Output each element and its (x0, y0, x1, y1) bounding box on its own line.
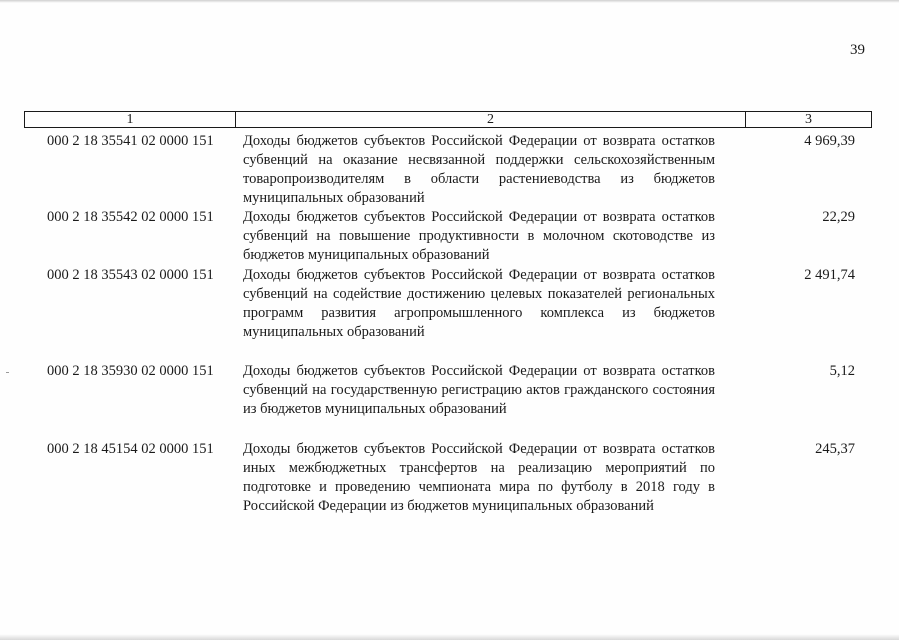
budget-code: 000 2 18 45154 02 0000 151 (47, 441, 214, 457)
scan-edge-bottom (0, 634, 899, 640)
column-header-3: 3 (746, 112, 872, 128)
revenue-description: Доходы бюджетов субъектов Российской Федерации от возврата остатков субвенций на оказание несвязанной поддержки сельскохозяйственным товаропроизводителям в области растениеводства из бюджетов муниципальных образований (243, 133, 715, 206)
column-header-table (24, 111, 872, 128)
column-header-row (25, 112, 872, 128)
amount: 4 969,39 (804, 133, 855, 149)
revenue-description: Доходы бюджетов субъектов Российской Федерации от возврата остатков иных межбюджетных трансфертов на реализацию мероприятий по подготовке и проведению чемпионата мира по футболу в 2018 году в Российской Федерации из бюджетов муниципальных образований (243, 441, 715, 514)
budget-code: 000 2 18 35542 02 0000 151 (47, 209, 214, 225)
revenue-description: Доходы бюджетов субъектов Российской Федерации от возврата остатков субвенций на повышение продуктивности в молочном скотоводстве из бюджетов муниципальных образований (243, 209, 715, 263)
budget-code: 000 2 18 35541 02 0000 151 (47, 133, 214, 149)
revenue-description: Доходы бюджетов субъектов Российской Федерации от возврата остатков субвенций на содействие достижению целевых показателей региональных программ развития агропромышленного комплекса из бюджетов муниципальных образований (243, 267, 715, 340)
revenue-description: Доходы бюджетов субъектов Российской Федерации от возврата остатков субвенций на государственную регистрацию актов гражданского состояния из бюджетов муниципальных образований (243, 363, 715, 417)
column-header-2: 2 (236, 112, 746, 128)
amount: 22,29 (822, 209, 855, 225)
budget-code: 000 2 18 35543 02 0000 151 (47, 267, 214, 283)
amount: 2 491,74 (804, 267, 855, 283)
budget-code: 000 2 18 35930 02 0000 151 (47, 363, 214, 379)
column-header-1: 1 (25, 112, 236, 128)
amount: 245,37 (815, 441, 855, 457)
page-number: 39 (850, 42, 865, 58)
scan-edge-top (0, 0, 899, 3)
scan-margin-mark (6, 372, 9, 373)
amount: 5,12 (829, 363, 855, 379)
